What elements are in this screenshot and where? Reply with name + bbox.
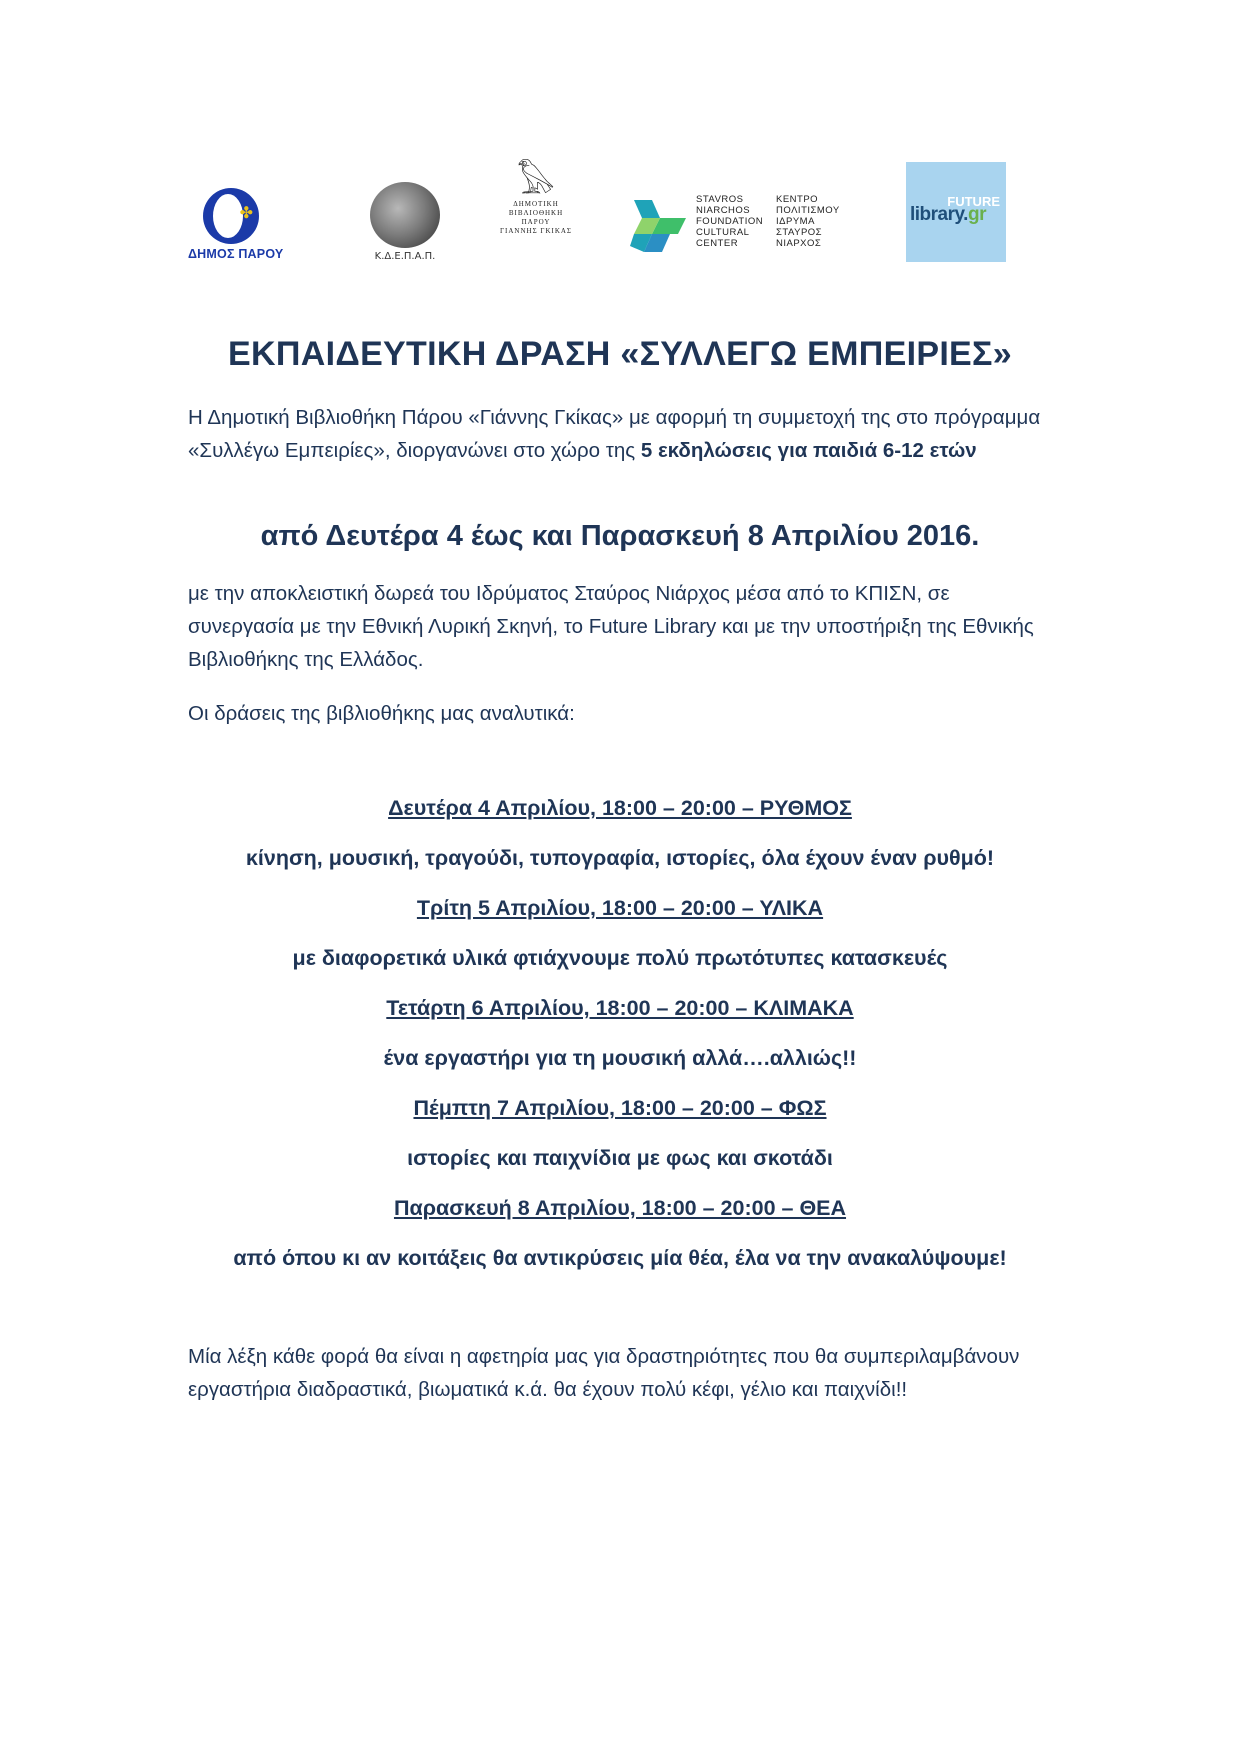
event-heading: Τρίτη 5 Απριλίου, 18:00 – 20:00 – ΥΛΙΚΑ: [416, 896, 824, 920]
event-heading: Τετάρτη 6 Απριλίου, 18:00 – 20:00 – ΚΛΙΜΑΚΑ: [386, 996, 854, 1020]
snfcc-english-text: STAVROS NIARCHOS FOUNDATION CULTURAL CENTER: [696, 194, 764, 249]
event-description: ιστορίες και παιχνίδια με φως και σκοτάδι: [407, 1146, 833, 1170]
library-logo: [496, 164, 576, 236]
kdepap-caption: Κ.Δ.Ε.Π.Α.Π.: [374, 251, 436, 262]
dimos-parou-logo: [188, 188, 284, 261]
intro-highlight: 5 εκδηλώσεις για παιδιά 6-12 ετών: [640, 439, 977, 462]
library-gr-text: library.gr: [910, 204, 986, 225]
closing-paragraph: Μία λέξη κάθε φορά θα είναι η αφετηρία μας για δραστηριότητες που θα συμπεριλαμβάνουν εργαστήρια διαδραστικά, βιωματικά κ.ά. θα έχουν πολύ κέφι, γέλιο και παιχνίδι!!: [188, 1345, 1020, 1401]
eagle-emblem-icon: 𓅃: [517, 163, 555, 201]
future-library-logo: [906, 162, 1006, 262]
snfcc-mark-icon: [630, 196, 690, 256]
dates-heading: από Δευτέρα 4 έως και Παρασκευή 8 Απριλίου 2016.: [260, 520, 980, 552]
event-description: ένα εργαστήρι για τη μουσική αλλά….αλλιώς!!: [383, 1046, 857, 1070]
sponsor-paragraph: με την αποκλειστική δωρεά του Ιδρύματος Σταύρος Νιάρχος μέσα από το ΚΠΙΣΝ, σε συνεργασία με την Εθνική Λυρική Σκηνή, το Future Library και με την υποστήριξη της Εθνικής Βιβλιοθήκης της Ελλάδος.: [188, 582, 1034, 671]
event-heading: Πέμπτη 7 Απριλίου, 18:00 – 20:00 – ΦΩΣ: [413, 1096, 827, 1120]
snfcc-logo: [630, 196, 860, 266]
event-description: κίνηση, μουσική, τραγούδι, τυπογραφία, ιστορίες, όλα έχουν έναν ρυθμό!: [245, 846, 995, 870]
library-logo-text: ΔΗΜΟΤΙΚΗ ΒΙΒΛΙΟΘΗΚΗ ΠΑΡΟΥ ΓΙΑΝΝΗΣ ΓΚΙΚΑΣ: [499, 200, 573, 235]
dimos-emblem-icon: ✤: [203, 188, 259, 244]
event-description: με διαφορετικά υλικά φτιάχνουμε πολύ πρωτότυπες κατασκευές: [292, 946, 948, 970]
events-list: [0, 792, 1240, 1292]
event-description: από όπου κι αν κοιτάξεις θα αντικρύσεις μία θέα, έλα να την ανακαλύψουμε!: [233, 1246, 1007, 1270]
dimos-caption: ΔΗΜΟΣ ΠΑΡΟΥ: [188, 247, 284, 261]
snfcc-greek-text: ΚΕΝΤΡΟ ΠΟΛΙΤΙΣΜΟΥ ΙΔΡΥΜΑ ΣΤΑΥΡΟΣ ΝΙΑΡΧΟΣ: [776, 194, 840, 249]
event-heading: Παρασκευή 8 Απριλίου, 18:00 – 20:00 – ΘΕΑ: [393, 1196, 847, 1220]
future-text: FUTURE: [947, 194, 1000, 209]
page-title: ΕΚΠΑΙΔΕΥΤΙΚΗ ΔΡΑΣΗ «ΣΥΛΛΕΓΩ ΕΜΠΕΙΡΙΕΣ»: [228, 335, 1012, 373]
list-intro: Οι δράσεις της βιβλιοθήκης μας αναλυτικά:: [188, 702, 575, 725]
event-heading: Δευτέρα 4 Απριλίου, 18:00 – 20:00 – ΡΥΘΜΟΣ: [388, 796, 852, 820]
kdepap-logo: [360, 182, 450, 262]
logos-row: [186, 160, 1056, 270]
coin-icon: [370, 182, 440, 248]
intro-paragraph: Η Δημοτική Βιβλιοθήκη Πάρου «Γιάννης Γκίκας» με αφορμή τη συμμετοχή της στο πρόγραμμα «Συλλέγω Εμπειρίες», διοργανώνει στο χώρο της 5 εκδηλώσεις για παιδιά 6-12 ετών: [188, 406, 1041, 462]
